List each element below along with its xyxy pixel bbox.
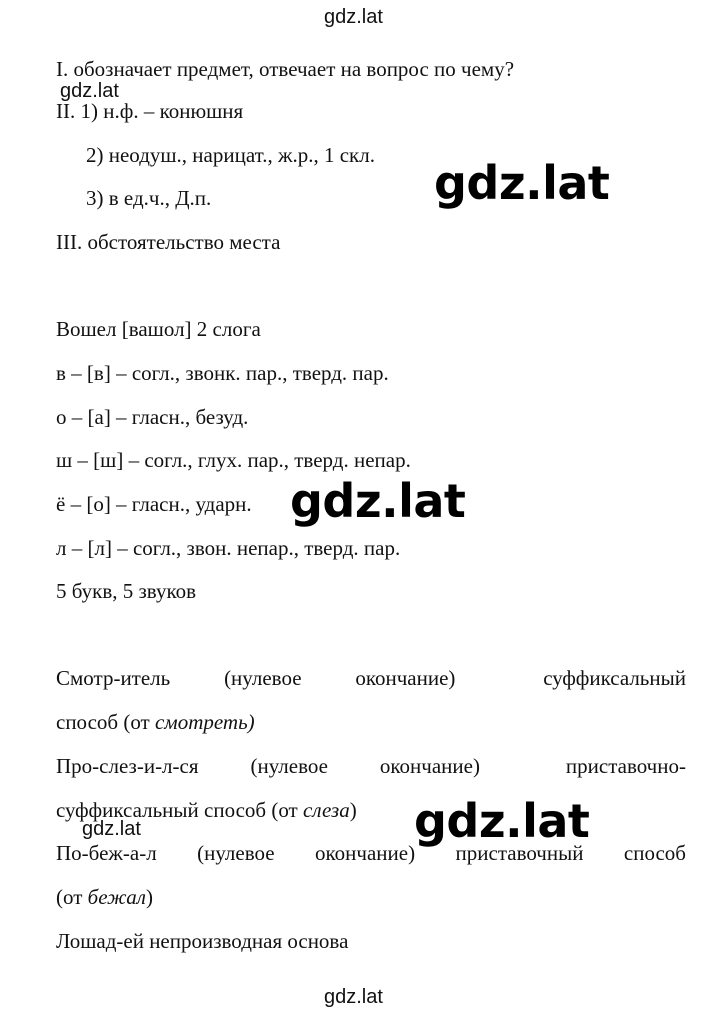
phonetic-row: ё – [о] – гласн., ударн. [56, 492, 252, 516]
watermark-big-1: gdz.lat [434, 156, 610, 210]
watermark-small-1: gdz.lat [60, 80, 119, 102]
phonetic-summary: 5 букв, 5 звуков [56, 579, 197, 603]
word-text: суффиксальный способ (от [56, 798, 303, 822]
word-text: (нулевое [250, 754, 328, 778]
word-text: суффиксальный [543, 666, 686, 690]
word-analysis-1-line-1 [56, 665, 686, 691]
word-analysis-1-line-2 [56, 709, 686, 735]
word-text: окончание) [355, 666, 456, 690]
word-analysis-2-line-2 [56, 797, 686, 823]
source-word: слеза [303, 798, 350, 822]
word-text: приставочный [455, 841, 584, 865]
phonetic-row: в – [в] – согл., звонк. пар., тверд. пар. [56, 361, 389, 385]
phonetic-row: л – [л] – согл., звон. непар., тверд. пар. [56, 536, 401, 560]
analysis-line-2: II. 1) н.ф. – конюшня [56, 99, 244, 123]
word-text: ) [145, 885, 153, 909]
word-parts: Смотр-итель [56, 666, 171, 690]
analysis-line-3: 2) неодуш., нарицат., ж.р., 1 скл. [86, 143, 375, 167]
phonetic-row: о – [а] – гласн., безуд. [56, 405, 249, 429]
watermark-top: gdz.lat [324, 6, 383, 28]
analysis-line-4: 3) в ед.ч., Д.п. [86, 186, 212, 210]
word-analysis-4: Лошад-ей непроизводная основа [56, 929, 349, 953]
watermark-big-2: gdz.lat [290, 474, 466, 528]
word-analysis-3-line-2 [56, 884, 686, 910]
watermark-bottom: gdz.lat [324, 986, 383, 1008]
analysis-line-1: I. обозначает предмет, отвечает на вопрос по чему? [56, 57, 515, 81]
analysis-line-5: III. обстоятельство места [56, 230, 281, 254]
word-analysis-3-line-1 [56, 840, 686, 866]
watermark-small-2: gdz.lat [82, 818, 141, 840]
word-parts: По-беж-а-л [56, 841, 157, 865]
word-analysis-2-line-1 [56, 753, 686, 779]
word-text: окончание) [315, 841, 416, 865]
phonetic-row: ш – [ш] – согл., глух. пар., тверд. непар. [56, 448, 411, 472]
phonetic-title: Вошел [вашол] 2 слога [56, 317, 261, 341]
word-parts: Про-слез-и-л-ся [56, 754, 199, 778]
word-text: окончание) [379, 754, 480, 778]
word-text: способ [623, 841, 686, 865]
watermark-big-3: gdz.lat [414, 794, 590, 848]
word-text: приставочно- [565, 754, 686, 778]
word-text: (от [56, 885, 88, 909]
word-text: (нулевое [224, 666, 302, 690]
word-text: ) [349, 798, 357, 822]
source-word: бежал [87, 885, 146, 909]
word-text: способ (от [56, 710, 155, 734]
source-word: смотреть) [154, 710, 255, 734]
word-text: (нулевое [197, 841, 275, 865]
